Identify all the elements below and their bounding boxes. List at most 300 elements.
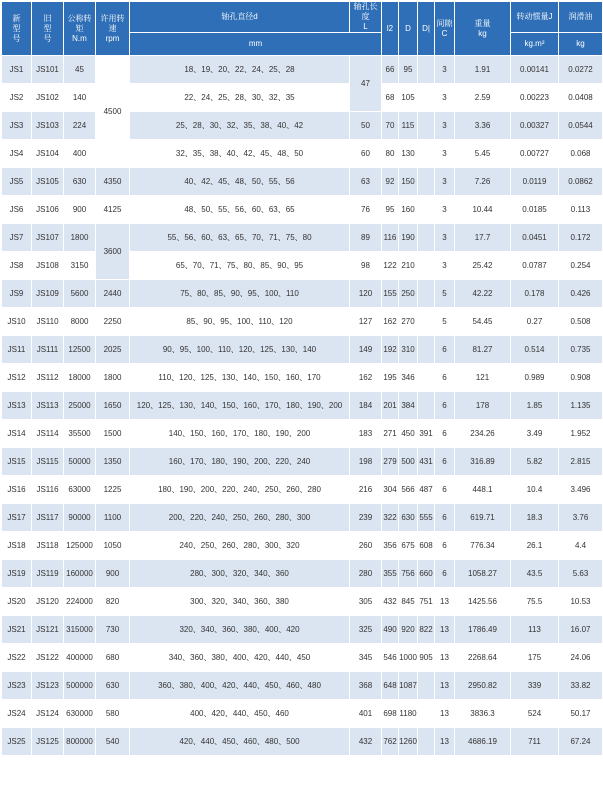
cell-l2: 356 bbox=[382, 532, 399, 560]
cell-inertia: 0.514 bbox=[511, 336, 559, 364]
cell-old-model: JS122 bbox=[32, 644, 64, 672]
cell-gap: 13 bbox=[435, 616, 455, 644]
table-row bbox=[2, 252, 603, 280]
table-row bbox=[2, 728, 603, 756]
table-row bbox=[2, 476, 603, 504]
cell-speed: 2440 bbox=[96, 280, 130, 308]
cell-lube: 3.76 bbox=[559, 504, 603, 532]
cell-bore: 160、170、180、190、200、220、240 bbox=[130, 448, 350, 476]
table-row bbox=[2, 504, 603, 532]
cell-l2: 70 bbox=[382, 112, 399, 140]
cell-torque: 1800 bbox=[64, 224, 96, 252]
cell-d: 150 bbox=[399, 168, 418, 196]
cell-gap: 6 bbox=[435, 448, 455, 476]
cell-gap: 6 bbox=[435, 392, 455, 420]
cell-length: 260 bbox=[350, 532, 382, 560]
header-lube: 润滑油 bbox=[559, 2, 603, 33]
cell-d: 250 bbox=[399, 280, 418, 308]
cell-speed-merged: 3600 bbox=[96, 224, 130, 280]
cell-weight: 1058.27 bbox=[455, 560, 511, 588]
cell-l2: 355 bbox=[382, 560, 399, 588]
cell-length: 198 bbox=[350, 448, 382, 476]
cell-inertia: 5.82 bbox=[511, 448, 559, 476]
cell-length: 76 bbox=[350, 196, 382, 224]
cell-lube: 24.06 bbox=[559, 644, 603, 672]
cell-inertia: 10.4 bbox=[511, 476, 559, 504]
cell-torque: 315000 bbox=[64, 616, 96, 644]
cell-torque: 224000 bbox=[64, 588, 96, 616]
cell-d1 bbox=[418, 280, 435, 308]
cell-length: 89 bbox=[350, 224, 382, 252]
cell-speed: 1500 bbox=[96, 420, 130, 448]
header-l2: l2 bbox=[382, 2, 399, 56]
table-row bbox=[2, 616, 603, 644]
cell-d1: 905 bbox=[418, 644, 435, 672]
cell-torque: 630 bbox=[64, 168, 96, 196]
cell-lube: 0.172 bbox=[559, 224, 603, 252]
cell-inertia: 1.85 bbox=[511, 392, 559, 420]
cell-inertia: 0.178 bbox=[511, 280, 559, 308]
cell-speed: 630 bbox=[96, 672, 130, 700]
cell-inertia: 0.00141 bbox=[511, 56, 559, 84]
header-gap: 间隙 C bbox=[435, 2, 455, 56]
cell-new-model: JS2 bbox=[2, 84, 32, 112]
cell-speed: 1225 bbox=[96, 476, 130, 504]
cell-old-model: JS118 bbox=[32, 532, 64, 560]
table-row bbox=[2, 308, 603, 336]
cell-old-model: JS111 bbox=[32, 336, 64, 364]
cell-bore: 360、380、400、420、440、450、460、480 bbox=[130, 672, 350, 700]
cell-l2: 271 bbox=[382, 420, 399, 448]
cell-speed: 1800 bbox=[96, 364, 130, 392]
cell-length: 368 bbox=[350, 672, 382, 700]
cell-inertia: 175 bbox=[511, 644, 559, 672]
cell-l2: 80 bbox=[382, 140, 399, 168]
cell-d: 630 bbox=[399, 504, 418, 532]
cell-d1 bbox=[418, 140, 435, 168]
cell-speed: 680 bbox=[96, 644, 130, 672]
cell-inertia: 0.00223 bbox=[511, 84, 559, 112]
cell-lube: 0.908 bbox=[559, 364, 603, 392]
cell-lube: 0.113 bbox=[559, 196, 603, 224]
cell-d: 675 bbox=[399, 532, 418, 560]
cell-l2: 155 bbox=[382, 280, 399, 308]
cell-inertia: 26.1 bbox=[511, 532, 559, 560]
table-row bbox=[2, 392, 603, 420]
cell-bore: 140、150、160、170、180、190、200 bbox=[130, 420, 350, 448]
cell-speed: 1350 bbox=[96, 448, 130, 476]
cell-weight: 4686.19 bbox=[455, 728, 511, 756]
cell-d1 bbox=[418, 112, 435, 140]
cell-d1: 391 bbox=[418, 420, 435, 448]
cell-gap: 13 bbox=[435, 588, 455, 616]
cell-d1 bbox=[418, 168, 435, 196]
cell-gap: 6 bbox=[435, 560, 455, 588]
cell-torque: 12500 bbox=[64, 336, 96, 364]
cell-gap: 6 bbox=[435, 336, 455, 364]
cell-length: 183 bbox=[350, 420, 382, 448]
cell-length: 432 bbox=[350, 728, 382, 756]
cell-lube: 5.63 bbox=[559, 560, 603, 588]
cell-inertia: 0.989 bbox=[511, 364, 559, 392]
cell-length: 63 bbox=[350, 168, 382, 196]
coupling-spec-table bbox=[1, 1, 603, 756]
cell-gap: 6 bbox=[435, 476, 455, 504]
cell-old-model: JS113 bbox=[32, 392, 64, 420]
cell-d: 105 bbox=[399, 84, 418, 112]
cell-d1: 608 bbox=[418, 532, 435, 560]
cell-bore: 75、80、85、90、95、100、110 bbox=[130, 280, 350, 308]
cell-weight: 17.7 bbox=[455, 224, 511, 252]
cell-new-model: JS4 bbox=[2, 140, 32, 168]
cell-weight: 2.59 bbox=[455, 84, 511, 112]
cell-old-model: JS125 bbox=[32, 728, 64, 756]
cell-new-model: JS5 bbox=[2, 168, 32, 196]
header-weight: 重量 kg bbox=[455, 2, 511, 56]
cell-d: 450 bbox=[399, 420, 418, 448]
cell-l2: 698 bbox=[382, 700, 399, 728]
cell-bore: 90、95、100、110、120、125、130、140 bbox=[130, 336, 350, 364]
cell-l2: 201 bbox=[382, 392, 399, 420]
header-inertia-unit: kg.m² bbox=[511, 33, 559, 56]
cell-weight: 3.36 bbox=[455, 112, 511, 140]
cell-l2: 66 bbox=[382, 56, 399, 84]
cell-weight: 316.89 bbox=[455, 448, 511, 476]
cell-bore: 180、190、200、220、240、250、260、280 bbox=[130, 476, 350, 504]
table-row bbox=[2, 196, 603, 224]
header-lube-unit: kg bbox=[559, 33, 603, 56]
cell-speed: 4125 bbox=[96, 196, 130, 224]
cell-d1 bbox=[418, 728, 435, 756]
cell-inertia: 75.5 bbox=[511, 588, 559, 616]
cell-inertia: 0.0787 bbox=[511, 252, 559, 280]
cell-gap: 3 bbox=[435, 140, 455, 168]
cell-d: 756 bbox=[399, 560, 418, 588]
cell-bore: 85、90、95、100、110、120 bbox=[130, 308, 350, 336]
cell-weight: 54.45 bbox=[455, 308, 511, 336]
cell-length: 127 bbox=[350, 308, 382, 336]
cell-length: 60 bbox=[350, 140, 382, 168]
cell-torque: 25000 bbox=[64, 392, 96, 420]
cell-new-model: JS12 bbox=[2, 364, 32, 392]
cell-weight: 1786.49 bbox=[455, 616, 511, 644]
cell-bore: 420、440、450、460、480、500 bbox=[130, 728, 350, 756]
cell-inertia: 0.27 bbox=[511, 308, 559, 336]
cell-lube: 0.0862 bbox=[559, 168, 603, 196]
header-new-model: 新型号 bbox=[2, 2, 32, 56]
cell-torque: 90000 bbox=[64, 504, 96, 532]
cell-inertia: 0.0451 bbox=[511, 224, 559, 252]
cell-bore: 240、250、260、280、300、320 bbox=[130, 532, 350, 560]
cell-old-model: JS119 bbox=[32, 560, 64, 588]
cell-old-model: JS121 bbox=[32, 616, 64, 644]
header-torque: 公称转矩 N.m bbox=[64, 2, 96, 56]
cell-weight: 448.1 bbox=[455, 476, 511, 504]
cell-torque: 630000 bbox=[64, 700, 96, 728]
cell-d: 1180 bbox=[399, 700, 418, 728]
header-bore: 轴孔直径d bbox=[130, 2, 350, 33]
cell-weight: 121 bbox=[455, 364, 511, 392]
cell-l2: 432 bbox=[382, 588, 399, 616]
cell-d: 384 bbox=[399, 392, 418, 420]
cell-l2: 192 bbox=[382, 336, 399, 364]
cell-speed: 2025 bbox=[96, 336, 130, 364]
table-row bbox=[2, 588, 603, 616]
cell-old-model: JS120 bbox=[32, 588, 64, 616]
cell-weight: 1.91 bbox=[455, 56, 511, 84]
cell-lube: 0.254 bbox=[559, 252, 603, 280]
cell-old-model: JS123 bbox=[32, 672, 64, 700]
cell-bore: 280、300、320、340、360 bbox=[130, 560, 350, 588]
cell-gap: 6 bbox=[435, 504, 455, 532]
table-row bbox=[2, 56, 603, 84]
cell-inertia: 18.3 bbox=[511, 504, 559, 532]
cell-bore: 110、120、125、130、140、150、160、170 bbox=[130, 364, 350, 392]
cell-speed: 900 bbox=[96, 560, 130, 588]
cell-inertia: 113 bbox=[511, 616, 559, 644]
cell-lube: 67.24 bbox=[559, 728, 603, 756]
cell-new-model: JS13 bbox=[2, 392, 32, 420]
cell-weight: 1425.56 bbox=[455, 588, 511, 616]
cell-old-model: JS101 bbox=[32, 56, 64, 84]
cell-new-model: JS25 bbox=[2, 728, 32, 756]
cell-torque: 400000 bbox=[64, 644, 96, 672]
cell-gap: 3 bbox=[435, 196, 455, 224]
cell-lube: 4.4 bbox=[559, 532, 603, 560]
cell-d1 bbox=[418, 308, 435, 336]
cell-gap: 3 bbox=[435, 168, 455, 196]
cell-length: 120 bbox=[350, 280, 382, 308]
cell-lube: 1.952 bbox=[559, 420, 603, 448]
cell-inertia: 0.0119 bbox=[511, 168, 559, 196]
table-row bbox=[2, 84, 603, 112]
cell-length: 345 bbox=[350, 644, 382, 672]
cell-torque: 50000 bbox=[64, 448, 96, 476]
cell-old-model: JS105 bbox=[32, 168, 64, 196]
cell-torque: 900 bbox=[64, 196, 96, 224]
cell-d: 95 bbox=[399, 56, 418, 84]
cell-speed: 1100 bbox=[96, 504, 130, 532]
cell-inertia: 0.00327 bbox=[511, 112, 559, 140]
cell-length-merged: 47 bbox=[350, 56, 382, 112]
table-row bbox=[2, 336, 603, 364]
cell-d1 bbox=[418, 392, 435, 420]
header-inertia: 转动惯量J bbox=[511, 2, 559, 33]
cell-torque: 140 bbox=[64, 84, 96, 112]
cell-new-model: JS1 bbox=[2, 56, 32, 84]
cell-gap: 6 bbox=[435, 420, 455, 448]
cell-length: 401 bbox=[350, 700, 382, 728]
cell-weight: 619.71 bbox=[455, 504, 511, 532]
cell-torque: 5600 bbox=[64, 280, 96, 308]
cell-d: 160 bbox=[399, 196, 418, 224]
table-row bbox=[2, 168, 603, 196]
cell-torque: 125000 bbox=[64, 532, 96, 560]
cell-inertia: 339 bbox=[511, 672, 559, 700]
cell-d: 500 bbox=[399, 448, 418, 476]
cell-length: 216 bbox=[350, 476, 382, 504]
cell-lube: 1.135 bbox=[559, 392, 603, 420]
cell-bore: 18、19、20、22、24、25、28 bbox=[130, 56, 350, 84]
cell-lube: 2.815 bbox=[559, 448, 603, 476]
cell-weight: 178 bbox=[455, 392, 511, 420]
table-row bbox=[2, 140, 603, 168]
cell-weight: 25.42 bbox=[455, 252, 511, 280]
cell-lube: 0.0544 bbox=[559, 112, 603, 140]
cell-torque: 18000 bbox=[64, 364, 96, 392]
table-row bbox=[2, 112, 603, 140]
cell-lube: 0.068 bbox=[559, 140, 603, 168]
cell-old-model: JS106 bbox=[32, 196, 64, 224]
cell-lube: 0.426 bbox=[559, 280, 603, 308]
cell-weight: 2950.82 bbox=[455, 672, 511, 700]
cell-torque: 400 bbox=[64, 140, 96, 168]
cell-gap: 13 bbox=[435, 672, 455, 700]
cell-d1: 751 bbox=[418, 588, 435, 616]
cell-length: 305 bbox=[350, 588, 382, 616]
cell-speed: 730 bbox=[96, 616, 130, 644]
cell-l2: 116 bbox=[382, 224, 399, 252]
cell-l2: 322 bbox=[382, 504, 399, 532]
cell-l2: 68 bbox=[382, 84, 399, 112]
table-row bbox=[2, 644, 603, 672]
cell-d1 bbox=[418, 196, 435, 224]
cell-old-model: JS108 bbox=[32, 252, 64, 280]
cell-l2: 92 bbox=[382, 168, 399, 196]
cell-bore: 40、42、45、48、50、55、56 bbox=[130, 168, 350, 196]
cell-length: 149 bbox=[350, 336, 382, 364]
cell-d1 bbox=[418, 252, 435, 280]
table-row bbox=[2, 224, 603, 252]
cell-lube: 50.17 bbox=[559, 700, 603, 728]
table-row bbox=[2, 420, 603, 448]
header-old-model: 旧型号 bbox=[32, 2, 64, 56]
cell-gap: 5 bbox=[435, 308, 455, 336]
table-row bbox=[2, 280, 603, 308]
cell-old-model: JS107 bbox=[32, 224, 64, 252]
cell-lube: 3.496 bbox=[559, 476, 603, 504]
cell-d: 845 bbox=[399, 588, 418, 616]
cell-old-model: JS116 bbox=[32, 476, 64, 504]
table-row bbox=[2, 364, 603, 392]
cell-gap: 3 bbox=[435, 84, 455, 112]
cell-d: 115 bbox=[399, 112, 418, 140]
cell-d1 bbox=[418, 224, 435, 252]
cell-old-model: JS114 bbox=[32, 420, 64, 448]
cell-bore: 400、420、440、450、460 bbox=[130, 700, 350, 728]
cell-new-model: JS17 bbox=[2, 504, 32, 532]
cell-speed: 820 bbox=[96, 588, 130, 616]
cell-l2: 490 bbox=[382, 616, 399, 644]
cell-d: 1000 bbox=[399, 644, 418, 672]
cell-d: 566 bbox=[399, 476, 418, 504]
cell-gap: 6 bbox=[435, 532, 455, 560]
cell-old-model: JS124 bbox=[32, 700, 64, 728]
cell-d: 270 bbox=[399, 308, 418, 336]
cell-l2: 122 bbox=[382, 252, 399, 280]
table-row bbox=[2, 448, 603, 476]
cell-old-model: JS117 bbox=[32, 504, 64, 532]
cell-torque: 500000 bbox=[64, 672, 96, 700]
cell-d1 bbox=[418, 84, 435, 112]
cell-l2: 95 bbox=[382, 196, 399, 224]
cell-gap: 3 bbox=[435, 224, 455, 252]
cell-l2: 648 bbox=[382, 672, 399, 700]
cell-new-model: JS7 bbox=[2, 224, 32, 252]
cell-torque: 35500 bbox=[64, 420, 96, 448]
cell-bore: 25、28、30、32、35、38、40、42 bbox=[130, 112, 350, 140]
cell-weight: 42.22 bbox=[455, 280, 511, 308]
cell-length: 184 bbox=[350, 392, 382, 420]
cell-weight: 81.27 bbox=[455, 336, 511, 364]
cell-length: 325 bbox=[350, 616, 382, 644]
cell-d1: 555 bbox=[418, 504, 435, 532]
cell-d1: 487 bbox=[418, 476, 435, 504]
cell-lube: 10.53 bbox=[559, 588, 603, 616]
cell-d1 bbox=[418, 336, 435, 364]
cell-d1 bbox=[418, 56, 435, 84]
cell-lube: 0.735 bbox=[559, 336, 603, 364]
cell-gap: 13 bbox=[435, 700, 455, 728]
cell-old-model: JS112 bbox=[32, 364, 64, 392]
cell-inertia: 3.49 bbox=[511, 420, 559, 448]
cell-bore: 320、340、360、380、400、420 bbox=[130, 616, 350, 644]
cell-d: 130 bbox=[399, 140, 418, 168]
cell-speed: 2250 bbox=[96, 308, 130, 336]
cell-length: 280 bbox=[350, 560, 382, 588]
cell-l2: 304 bbox=[382, 476, 399, 504]
cell-d: 210 bbox=[399, 252, 418, 280]
cell-new-model: JS10 bbox=[2, 308, 32, 336]
cell-length: 239 bbox=[350, 504, 382, 532]
cell-length: 50 bbox=[350, 112, 382, 140]
header-length: 轴孔长度 L bbox=[350, 2, 382, 33]
cell-d1: 660 bbox=[418, 560, 435, 588]
cell-torque: 8000 bbox=[64, 308, 96, 336]
cell-torque: 3150 bbox=[64, 252, 96, 280]
cell-weight: 234.26 bbox=[455, 420, 511, 448]
cell-gap: 3 bbox=[435, 112, 455, 140]
cell-d: 346 bbox=[399, 364, 418, 392]
cell-inertia: 0.00727 bbox=[511, 140, 559, 168]
cell-bore: 200、220、240、250、260、280、300 bbox=[130, 504, 350, 532]
header-d1: D| bbox=[418, 2, 435, 56]
cell-weight: 3836.3 bbox=[455, 700, 511, 728]
cell-bore: 48、50、55、56、60、63、65 bbox=[130, 196, 350, 224]
cell-new-model: JS24 bbox=[2, 700, 32, 728]
cell-new-model: JS21 bbox=[2, 616, 32, 644]
cell-gap: 6 bbox=[435, 364, 455, 392]
cell-new-model: JS11 bbox=[2, 336, 32, 364]
cell-new-model: JS18 bbox=[2, 532, 32, 560]
cell-l2: 162 bbox=[382, 308, 399, 336]
header-bore-unit: mm bbox=[130, 33, 382, 56]
cell-length: 162 bbox=[350, 364, 382, 392]
cell-new-model: JS9 bbox=[2, 280, 32, 308]
cell-d: 920 bbox=[399, 616, 418, 644]
cell-lube: 0.508 bbox=[559, 308, 603, 336]
cell-torque: 63000 bbox=[64, 476, 96, 504]
cell-l2: 279 bbox=[382, 448, 399, 476]
cell-speed: 540 bbox=[96, 728, 130, 756]
cell-d1 bbox=[418, 700, 435, 728]
cell-gap: 5 bbox=[435, 280, 455, 308]
header-speed: 许用转速 rpm bbox=[96, 2, 130, 56]
cell-new-model: JS3 bbox=[2, 112, 32, 140]
cell-inertia: 711 bbox=[511, 728, 559, 756]
cell-speed: 4350 bbox=[96, 168, 130, 196]
cell-inertia: 43.5 bbox=[511, 560, 559, 588]
